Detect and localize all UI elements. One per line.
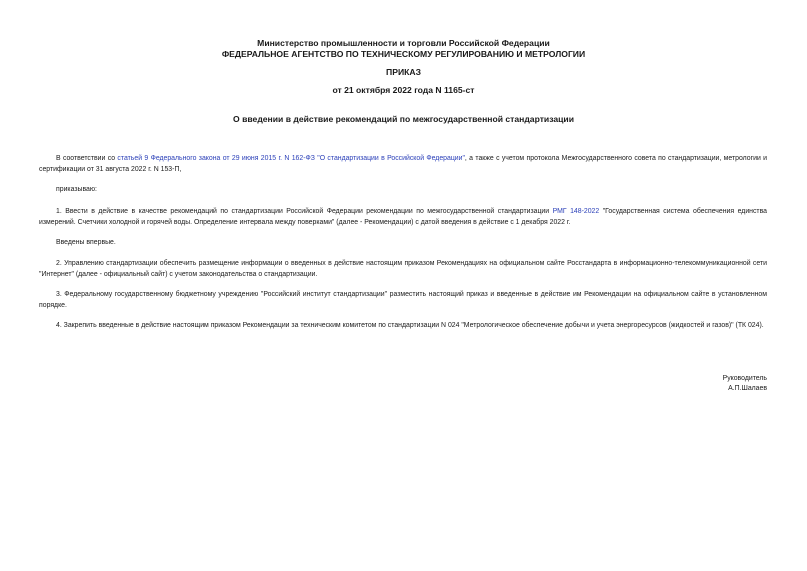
- item-2-text: 2. Управлению стандартизации обеспечить размещение информации о введенных в действие настоящим приказом Рекомендациях на официальном сайте Росстандарта в информационно-телекоммуникационной сети "Интернет" (далее - официальный сайт) с учетом законодательства о стандартизации.: [39, 260, 767, 278]
- item-1-text-end: "Государственная система обеспечения единства измерений. Счетчики холодной и горячей воды. Определение интервала между поверками" (далее - Рекомендации) с датой введения в действие с 1 декабря 2022 г.: [39, 208, 767, 226]
- agency-heading: ФЕДЕРАЛЬНОЕ АГЕНТСТВО ПО ТЕХНИЧЕСКОМУ РЕГУЛИРОВАНИЮ И МЕТРОЛОГИИ: [221, 49, 586, 59]
- item-2-paragraph: [39, 259, 767, 280]
- preamble-paragraph: [39, 154, 767, 175]
- document-subject: О введении в действие рекомендаций по межгосударственной стандартизации: [233, 114, 574, 124]
- item-3-paragraph: [39, 290, 767, 311]
- federal-law-link[interactable]: статьей 9 Федерального закона от 29 июня 2015 г. N 162-ФЗ "О стандартизации в Российской Федерации": [117, 155, 465, 162]
- preamble-text-start: В соответствии со: [56, 155, 118, 162]
- signature-name: А.П.Шалаев: [728, 385, 767, 392]
- signature-title: Руководитель: [722, 375, 767, 382]
- item-4-text: 4. Закрепить введенные в действие настоящим приказом Рекомендации за техническим комитетом по стандартизации N 024 "Метрологическое обеспечение добычи и учета энергоресурсов (жидкостей и газов)" (ТК 024).: [56, 322, 764, 329]
- introduced-note: Введены впервые.: [56, 239, 116, 246]
- introduced-paragraph: [39, 238, 767, 249]
- order-word: приказываю:: [56, 186, 97, 193]
- document-date-number: от 21 октября 2022 года N 1165-ст: [332, 85, 475, 95]
- order-word-paragraph: [39, 185, 767, 196]
- item-3-text: 3. Федеральному государственному бюджетному учреждению "Российский институт стандартизации" разместить настоящий приказ и введенные в действие им Рекомендации на официальном сайте в установленном порядке.: [39, 291, 767, 309]
- preamble-text-end: , а также с учетом протокола Межгосударственного совета по стандартизации, метрологии и сертификации от 31 августа 2022 г. N 153-П,: [39, 155, 768, 173]
- item-4-paragraph: [39, 321, 767, 332]
- item-1-paragraph: [39, 207, 767, 228]
- item-1-text-start: 1. Ввести в действие в качестве рекомендаций по стандартизации Российской Федерации рекомендации по межгосударственной стандартизации: [56, 208, 553, 215]
- document-type: ПРИКАЗ: [386, 67, 421, 77]
- rmg-148-2022-link[interactable]: РМГ 148-2022: [552, 208, 600, 215]
- ministry-heading: Министерство промышленности и торговли Российской Федерации: [257, 38, 550, 48]
